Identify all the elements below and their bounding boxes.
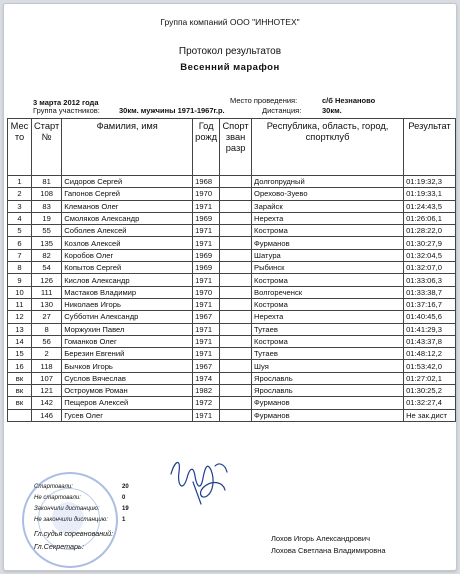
- result-cell: 01:30:27,9: [404, 237, 456, 249]
- table-row: [8, 335, 456, 347]
- distance-label: Дистанция:: [262, 106, 302, 115]
- bib-cell: 130: [31, 298, 61, 310]
- col-result-header: Результат: [404, 119, 456, 176]
- result-cell: 01:24:43,5: [404, 200, 456, 212]
- name-cell: Моржухин Павел: [62, 323, 193, 335]
- name-cell: Кислов Александр: [62, 274, 193, 286]
- table-row: [8, 360, 456, 372]
- place-cell: 9: [8, 274, 32, 286]
- birth-year-cell: 1974: [193, 372, 220, 384]
- place-cell: 15: [8, 348, 32, 360]
- table-row: [8, 323, 456, 335]
- table-row: [8, 237, 456, 249]
- result-cell: 01:33:06,3: [404, 274, 456, 286]
- birth-year-cell: 1971: [193, 409, 220, 421]
- place-cell: 16: [8, 360, 32, 372]
- name-cell: Николаев Игорь: [62, 298, 193, 310]
- bib-cell: 56: [31, 335, 61, 347]
- col-location-header: Республика, область, город, спортклуб: [252, 119, 404, 176]
- protocol-sheet: [3, 3, 457, 571]
- result-cell: 01:19:33,1: [404, 188, 456, 200]
- location-cell: Ярославль: [252, 385, 404, 397]
- company-name: Группа компаний ООО "ИННОТЕХ": [160, 17, 300, 27]
- name-cell: Пещеров Алексей: [62, 397, 193, 409]
- birth-year-cell: 1971: [193, 237, 220, 249]
- bib-cell: 142: [31, 397, 61, 409]
- birth-year-cell: 1970: [193, 286, 220, 298]
- birth-year-cell: 1967: [193, 360, 220, 372]
- place-cell: [8, 409, 32, 421]
- bib-cell: 135: [31, 237, 61, 249]
- table-row: [8, 385, 456, 397]
- result-cell: 01:26:06,1: [404, 212, 456, 224]
- birth-year-cell: 1971: [193, 348, 220, 360]
- chief-secretary-label: Гл.Секретарь:: [34, 542, 84, 551]
- name-cell: Козлов Алексей: [62, 237, 193, 249]
- table-row: [8, 372, 456, 384]
- name-cell: Бычков Игорь: [62, 360, 193, 372]
- location-cell: Ярославль: [252, 372, 404, 384]
- location-cell: Фурманов: [252, 237, 404, 249]
- name-cell: Сидоров Сергей: [62, 176, 193, 188]
- venue-label: Место проведения:: [230, 96, 298, 105]
- bib-cell: 111: [31, 286, 61, 298]
- chief-judge-label: Гл.судья соревнований:: [34, 529, 114, 538]
- location-cell: Шатура: [252, 249, 404, 261]
- name-cell: Соболев Алексей: [62, 225, 193, 237]
- name-cell: Коробов Олег: [62, 249, 193, 261]
- birth-year-cell: 1968: [193, 176, 220, 188]
- place-cell: 6: [8, 237, 32, 249]
- bib-cell: 118: [31, 360, 61, 372]
- rank-cell: [220, 212, 252, 224]
- results-header-row: [8, 119, 456, 176]
- table-row: [8, 274, 456, 286]
- table-row: [8, 311, 456, 323]
- location-cell: Орехово-Зуево: [252, 188, 404, 200]
- name-cell: Клеманов Олег: [62, 200, 193, 212]
- result-cell: 01:40:45,6: [404, 311, 456, 323]
- result-cell: 01:48:12,2: [404, 348, 456, 360]
- table-row: [8, 225, 456, 237]
- bib-cell: 82: [31, 249, 61, 261]
- stat-value-not-started: 0: [122, 495, 126, 501]
- name-cell: Гусев Олег: [62, 409, 193, 421]
- place-cell: 13: [8, 323, 32, 335]
- location-cell: Фурманов: [252, 409, 404, 421]
- rank-cell: [220, 360, 252, 372]
- protocol-title: Протокол результатов: [178, 46, 282, 57]
- bib-cell: 83: [31, 200, 61, 212]
- result-cell: 01:32:07,0: [404, 262, 456, 274]
- chief-secretary-name: Лохова Светлана Владимировна: [271, 546, 386, 555]
- birth-year-cell: 1971: [193, 225, 220, 237]
- bib-cell: 121: [31, 385, 61, 397]
- location-cell: Рыбинск: [252, 262, 404, 274]
- results-body: [8, 176, 456, 422]
- place-cell: 10: [8, 286, 32, 298]
- result-cell: 01:53:42,0: [404, 360, 456, 372]
- bib-cell: 2: [31, 348, 61, 360]
- stat-value-started: 20: [122, 484, 129, 490]
- location-cell: Шуя: [252, 360, 404, 372]
- stat-label-not-started: Не стартовали:: [34, 495, 81, 501]
- table-row: [8, 176, 456, 188]
- rank-cell: [220, 176, 252, 188]
- col-rank-header: Спорт зван разр: [220, 119, 252, 176]
- location-cell: Кострома: [252, 298, 404, 310]
- name-cell: Смоляков Александр: [62, 212, 193, 224]
- birth-year-cell: 1971: [193, 274, 220, 286]
- signature: [167, 452, 237, 508]
- place-cell: 2: [8, 188, 32, 200]
- place-cell: 7: [8, 249, 32, 261]
- bib-cell: 55: [31, 225, 61, 237]
- result-cell: 01:37:16,7: [404, 298, 456, 310]
- table-row: [8, 212, 456, 224]
- stat-label-started: Стартовали:: [34, 484, 73, 490]
- bib-cell: 81: [31, 176, 61, 188]
- result-cell: 01:41:29,3: [404, 323, 456, 335]
- location-cell: Кострома: [252, 225, 404, 237]
- location-cell: Тутаев: [252, 348, 404, 360]
- bib-cell: 27: [31, 311, 61, 323]
- rank-cell: [220, 348, 252, 360]
- birth-year-cell: 1969: [193, 212, 220, 224]
- result-cell: 01:28:22,0: [404, 225, 456, 237]
- place-cell: 5: [8, 225, 32, 237]
- rank-cell: [220, 262, 252, 274]
- table-row: [8, 200, 456, 212]
- result-cell: 01:32:04,5: [404, 249, 456, 261]
- name-cell: Мастаков Владимир: [62, 286, 193, 298]
- location-cell: Тутаев: [252, 323, 404, 335]
- bib-cell: 8: [31, 323, 61, 335]
- result-cell: Не зак.дист: [404, 409, 456, 421]
- birth-year-cell: 1971: [193, 323, 220, 335]
- location-cell: Кострома: [252, 335, 404, 347]
- place-cell: 12: [8, 311, 32, 323]
- table-row: [8, 262, 456, 274]
- place-cell: 3: [8, 200, 32, 212]
- bib-cell: 54: [31, 262, 61, 274]
- race-name: Весенний марафон: [180, 62, 280, 73]
- birth-year-cell: 1970: [193, 188, 220, 200]
- location-cell: Зарайск: [252, 200, 404, 212]
- name-cell: Субботин Александр: [62, 311, 193, 323]
- place-cell: 1: [8, 176, 32, 188]
- birth-year-cell: 1969: [193, 262, 220, 274]
- distance-value: 30км.: [322, 106, 342, 115]
- col-birth-year-header: Год рожд: [193, 119, 220, 176]
- col-place-header: Мес то: [8, 119, 32, 176]
- table-row: [8, 397, 456, 409]
- stat-label-not-finished: Не закончили дистанцию:: [34, 517, 108, 523]
- location-cell: Кострома: [252, 274, 404, 286]
- rank-cell: [220, 372, 252, 384]
- bib-cell: 19: [31, 212, 61, 224]
- place-cell: 14: [8, 335, 32, 347]
- bib-cell: 108: [31, 188, 61, 200]
- rank-cell: [220, 200, 252, 212]
- birth-year-cell: 1971: [193, 335, 220, 347]
- bib-cell: 126: [31, 274, 61, 286]
- bib-cell: 107: [31, 372, 61, 384]
- chief-judge-name: Лохов Игорь Александрович: [271, 534, 370, 543]
- result-cell: 01:30:25,2: [404, 385, 456, 397]
- name-cell: Суслов Вячеслав: [62, 372, 193, 384]
- col-name-header: Фамилия, имя: [62, 119, 193, 176]
- rank-cell: [220, 286, 252, 298]
- location-cell: Долгопрудный: [252, 176, 404, 188]
- rank-cell: [220, 397, 252, 409]
- location-cell: Волгореченск: [252, 286, 404, 298]
- location-cell: Нерехта: [252, 212, 404, 224]
- stat-value-not-finished: 1: [122, 517, 126, 523]
- place-cell: 11: [8, 298, 32, 310]
- result-cell: 01:27:02,1: [404, 372, 456, 384]
- birth-year-cell: 1972: [193, 397, 220, 409]
- result-cell: 01:43:37,8: [404, 335, 456, 347]
- bib-cell: 146: [31, 409, 61, 421]
- table-row: [8, 348, 456, 360]
- stat-label-finished: Закончили дистанцию:: [34, 506, 100, 512]
- rank-cell: [220, 311, 252, 323]
- birth-year-cell: 1969: [193, 249, 220, 261]
- group-label: Группа участников:: [33, 106, 100, 115]
- place-cell: вк: [8, 385, 32, 397]
- race-date: 3 марта 2012 года: [33, 98, 99, 107]
- table-row: [8, 286, 456, 298]
- name-cell: Копытов Сергей: [62, 262, 193, 274]
- official-stamp: [22, 472, 118, 568]
- birth-year-cell: 1971: [193, 200, 220, 212]
- rank-cell: [220, 409, 252, 421]
- rank-cell: [220, 323, 252, 335]
- result-cell: 01:32:27,4: [404, 397, 456, 409]
- place-cell: 4: [8, 212, 32, 224]
- name-cell: Остроумов Роман: [62, 385, 193, 397]
- name-cell: Гапонов Сергей: [62, 188, 193, 200]
- stat-value-finished: 19: [122, 506, 129, 512]
- location-cell: Нерехта: [252, 311, 404, 323]
- birth-year-cell: 1967: [193, 311, 220, 323]
- table-row: [8, 249, 456, 261]
- rank-cell: [220, 385, 252, 397]
- venue-value: с/б Незнаново: [322, 96, 376, 105]
- place-cell: вк: [8, 372, 32, 384]
- table-row: [8, 298, 456, 310]
- rank-cell: [220, 237, 252, 249]
- rank-cell: [220, 274, 252, 286]
- col-bib-header: Старт №: [31, 119, 61, 176]
- rank-cell: [220, 335, 252, 347]
- group-value: 30км. мужчины 1971-1967г.р.: [119, 106, 225, 115]
- rank-cell: [220, 225, 252, 237]
- place-cell: вк: [8, 397, 32, 409]
- birth-year-cell: 1971: [193, 298, 220, 310]
- result-cell: 01:33:38,7: [404, 286, 456, 298]
- rank-cell: [220, 249, 252, 261]
- table-row: [8, 409, 456, 421]
- place-cell: 8: [8, 262, 32, 274]
- name-cell: Гоманков Олег: [62, 335, 193, 347]
- results-table: [7, 118, 456, 422]
- location-cell: Фурманов: [252, 397, 404, 409]
- name-cell: Березин Евгений: [62, 348, 193, 360]
- rank-cell: [220, 188, 252, 200]
- table-row: [8, 188, 456, 200]
- result-cell: 01:19:32,3: [404, 176, 456, 188]
- rank-cell: [220, 298, 252, 310]
- birth-year-cell: 1982: [193, 385, 220, 397]
